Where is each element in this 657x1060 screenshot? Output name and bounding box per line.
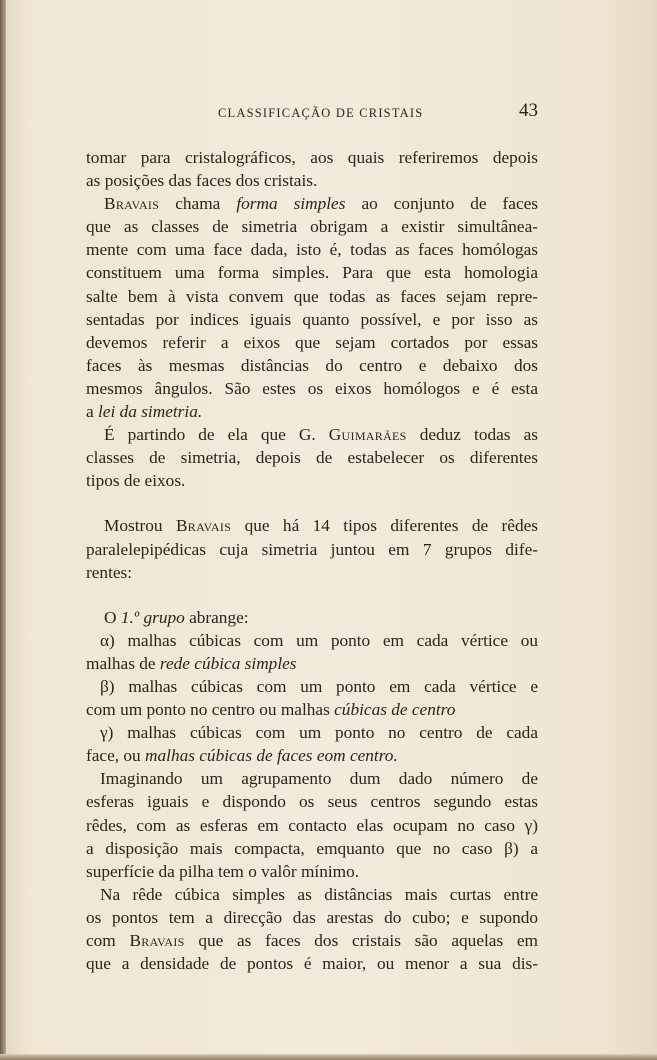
text-line: rentes: xyxy=(86,562,133,582)
text-line: os pontos tem a direcção das arestas do cubo; e supondo xyxy=(86,907,538,927)
text-line: com Bravais que as faces dos cristais são aquelas em xyxy=(86,931,538,950)
text-line: salte bem à vista convem que todas as faces sejam repre- xyxy=(86,286,538,306)
text-line: malhas de rede cúbica simples xyxy=(86,653,297,673)
text-line: rêdes, com as esferas em contacto elas ocupam no caso γ) xyxy=(86,815,538,835)
text-line: esferas iguais e dispondo os seus centros segundo estas xyxy=(86,792,538,812)
emphasis: cúbicas de centro xyxy=(334,700,456,720)
page-body xyxy=(86,146,538,975)
page-number: 43 xyxy=(519,100,538,121)
page-gutter xyxy=(0,0,6,1060)
text-line: superfície da pilha tem o valôr mínimo. xyxy=(86,861,360,881)
text-line: mesmos ângulos. São estes os eixos homólogos e é esta xyxy=(86,378,538,398)
text-line: devemos referir a eixos que sejam cortados por essas xyxy=(86,332,538,352)
text-line: que as classes de simetria obrigam a existir simultânea- xyxy=(86,217,538,237)
author-name: Guimarães xyxy=(328,425,407,445)
text-line: a lei da simetria. xyxy=(86,402,203,422)
text-line: classes de simetria, depois de estabelecer os diferentes xyxy=(86,448,538,468)
emphasis: forma simples xyxy=(236,194,346,214)
text-line: paralelepipédicas cuja simetria juntou em 7 grupos dife- xyxy=(86,539,538,559)
author-name: Bravais xyxy=(104,194,160,214)
paragraph-gap xyxy=(86,492,538,514)
text-line: Na rêde cúbica simples as distâncias mais curtas entre xyxy=(100,884,538,904)
text-line: constituem uma forma simples. Para que esta homologia xyxy=(86,263,538,283)
text-line: a disposição mais compacta, emquanto que no caso β) a xyxy=(86,838,538,858)
page-header xyxy=(86,100,538,130)
text-line: sentadas por indices iguais quanto possível, e por isso as xyxy=(86,309,538,329)
emphasis: lei da simetria. xyxy=(98,402,203,422)
text-line: Bravais chama forma simples ao conjunto de faces xyxy=(104,194,538,214)
text-line: mente com uma face dada, isto é, todas as faces homólogas xyxy=(86,240,538,260)
paragraph-gap xyxy=(86,584,538,606)
text-line: Imaginando um agrupamento dum dado número de xyxy=(100,769,538,789)
text-line: É partindo de ela que G. Guimarães deduz todas as xyxy=(104,425,538,445)
list-item-gamma: γ) malhas cúbicas com um ponto no centro de cada xyxy=(100,723,538,743)
text-line: Mostrou Bravais que há 14 tipos diferentes de rêdes xyxy=(104,516,538,536)
running-title: CLASSIFICAÇÃO DE CRISTAIS xyxy=(218,106,424,120)
text-line: face, ou malhas cúbicas de faces eom centro. xyxy=(86,746,398,766)
text-line: com um ponto no centro ou malhas cúbicas de centro xyxy=(86,700,456,720)
list-item-alpha: α) malhas cúbicas com um ponto em cada vértice ou xyxy=(100,630,538,650)
page-bottom-edge xyxy=(0,1054,657,1060)
list-item-beta: β) malhas cúbicas com um ponto em cada vértice e xyxy=(100,676,538,696)
emphasis: malhas cúbicas de faces eom centro. xyxy=(145,746,398,766)
text-line: que a densidade de pontos é maior, ou menor a sua dis- xyxy=(86,954,538,974)
text-line: as posições das faces dos cristais. xyxy=(86,171,318,191)
author-name: Bravais xyxy=(175,516,232,536)
text-line: tipos de eixos. xyxy=(86,471,186,491)
text-line: O 1.º grupo abrange: xyxy=(104,607,249,627)
emphasis: 1.º grupo xyxy=(120,607,185,627)
text-line: tomar para cristalográficos, aos quais referiremos depois xyxy=(86,148,538,167)
emphasis: rede cúbica simples xyxy=(159,653,297,673)
text-line: faces às mesmas distâncias do centro e debaixo dos xyxy=(86,355,538,375)
author-name: Bravais xyxy=(129,931,185,950)
